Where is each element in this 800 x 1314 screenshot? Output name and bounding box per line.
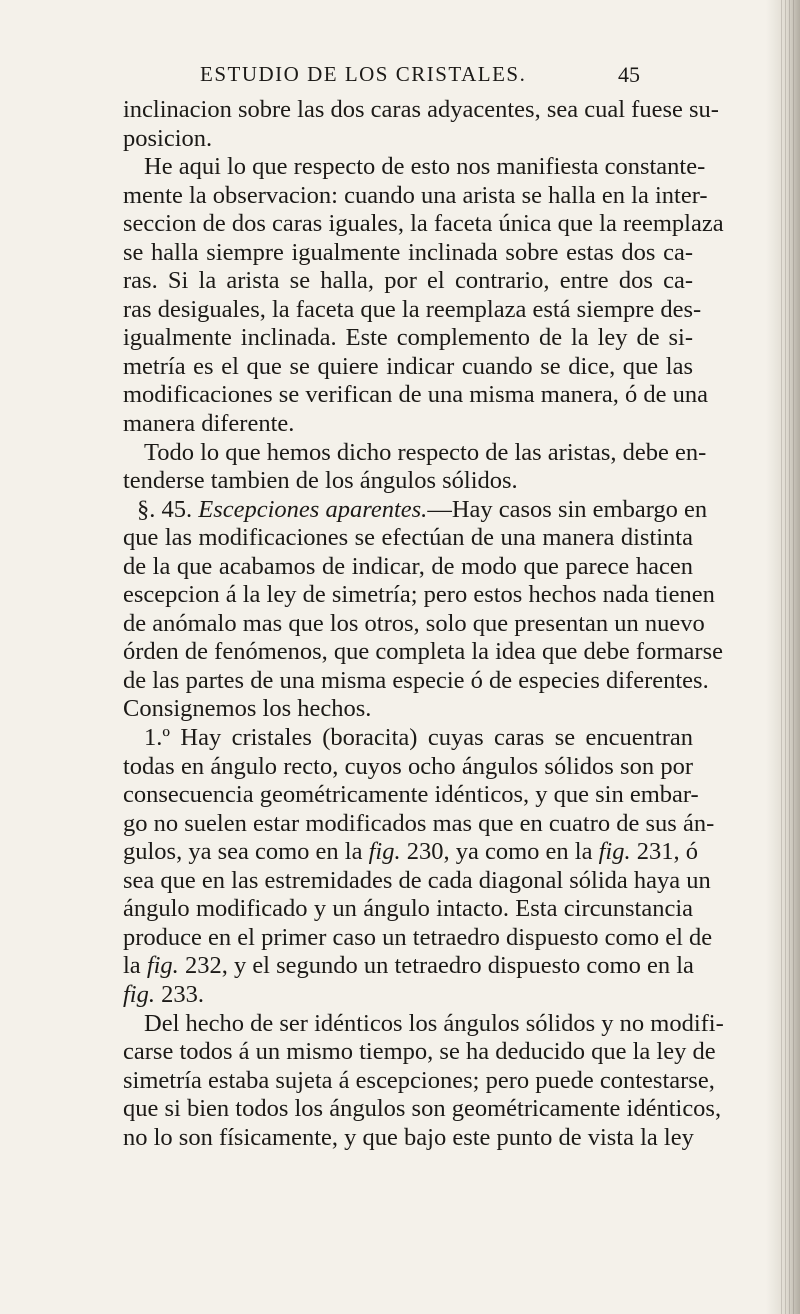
text-line: Hay cristales (boracita) cuyas caras se encuentran: [180, 724, 693, 752]
text-line: que las modificaciones se efectúan de una manera distinta: [123, 524, 693, 552]
figure-reference-line: [123, 952, 693, 981]
page-number: 45: [618, 62, 640, 87]
text-line: todas en ángulo recto, cuyos ocho ángulos sólidos son por: [123, 752, 693, 780]
fig-number: 233.: [161, 980, 204, 1008]
text-line: go no suelen estar modificados mas que en cuatro de sus án-: [123, 809, 715, 837]
fig-abbr: fig.: [123, 980, 155, 1008]
text-line: Hay casos sin embargo en: [451, 495, 708, 523]
text-line: escepcion á la ley de simetría; pero estos hechos nada tienen: [123, 581, 715, 609]
text-line: ángulo modificado y un ángulo intacto. Esta circunstancia: [123, 895, 693, 923]
text-line: Todo lo que hemos dicho respecto de las aristas, debe en-: [144, 438, 707, 466]
text-line: He aqui lo que respecto de esto nos manifiesta constante-: [144, 153, 706, 181]
text-line: simetría estaba sujeta á escepciones; pero puede contestarse,: [123, 1066, 715, 1094]
fig-abbr: fig.: [368, 838, 401, 866]
text-line: inclinacion sobre las dos caras adyacentes, sea cual fuese su-: [123, 96, 719, 123]
text-line: se halla siempre igualmente inclinada sobre estas dos ca-: [123, 238, 693, 266]
text-line: seccion de dos caras iguales, la faceta única que la reemplaza: [123, 210, 724, 238]
item-number: 1.º: [144, 724, 170, 752]
text-line: igualmente inclinada. Este complemento de la ley de si-: [123, 324, 693, 352]
text-line: metría es el que se quiere indicar cuando se dice, que las: [123, 352, 693, 380]
page-edge-lines: [778, 0, 796, 1314]
text-line: ras. Si la arista se halla, por el contrario, entre dos ca-: [123, 267, 693, 295]
running-title: ESTUDIO DE LOS CRISTALES.: [200, 62, 527, 86]
text-line: tenderse tambien de los ángulos sólidos.: [123, 467, 518, 495]
text-line: modificaciones se verifican de una misma manera, ó de una: [123, 381, 709, 409]
text-line: ras desiguales, la faceta que la reemplaza está siempre des-: [123, 295, 702, 323]
section-dash: —: [427, 495, 452, 523]
text-line: Del hecho de ser idénticos los ángulos sólidos y no modifi-: [144, 1009, 724, 1037]
text-line: posicion.: [123, 124, 213, 152]
text-line: la: [123, 952, 141, 980]
section-mark: §. 45.: [137, 495, 193, 523]
text-line: de la que acabamos de indicar, de modo que parece hacen: [123, 552, 693, 580]
text-fragment: ó: [685, 838, 698, 866]
text-line: de anómalo mas que los otros, solo que presentan un nuevo: [123, 609, 705, 637]
text-line: de las partes de una misma especie ó de especies diferentes.: [123, 666, 709, 694]
fig-number: 231,: [636, 838, 680, 866]
text-line: gulos, ya sea como en la: [123, 838, 363, 866]
figure-reference-line: [123, 838, 698, 867]
text-line: Consignemos los hechos.: [123, 695, 372, 723]
body-text: [123, 96, 724, 1152]
text-line: no lo son físicamente, y que bajo este punto de vista la ley: [123, 1123, 694, 1151]
item-line: [123, 724, 693, 753]
section-title: Escepciones aparentes.: [198, 495, 428, 523]
section-heading-line: [123, 495, 708, 525]
fig-number: 230,: [406, 838, 450, 866]
text-line: manera diferente.: [123, 410, 295, 438]
fig-abbr: fig.: [598, 838, 631, 866]
text-line: mente la observacion: cuando una arista se halla en la inter-: [123, 181, 708, 209]
running-header: [200, 62, 640, 92]
text-line: consecuencia geométricamente idénticos, y que sin embar-: [123, 781, 699, 809]
text-line: órden de fenómenos, que completa la idea que debe formarse: [123, 638, 723, 666]
text-line: que si bien todos los ángulos son geométricamente idénticos,: [123, 1095, 722, 1123]
text-line: carse todos á un mismo tiempo, se ha deducido que la ley de: [123, 1038, 716, 1066]
text-line: sea que en las estremidades de cada diagonal sólida haya un: [123, 866, 711, 894]
text-line: produce en el primer caso un tetraedro dispuesto como el de: [123, 923, 713, 951]
fig-number: 232,: [184, 952, 228, 980]
fig-abbr: fig.: [146, 952, 179, 980]
text-fragment: y el segundo un tetraedro dispuesto como en la: [233, 952, 694, 980]
figure-reference-line: [123, 981, 693, 1010]
text-fragment: ya como en la: [455, 838, 593, 866]
